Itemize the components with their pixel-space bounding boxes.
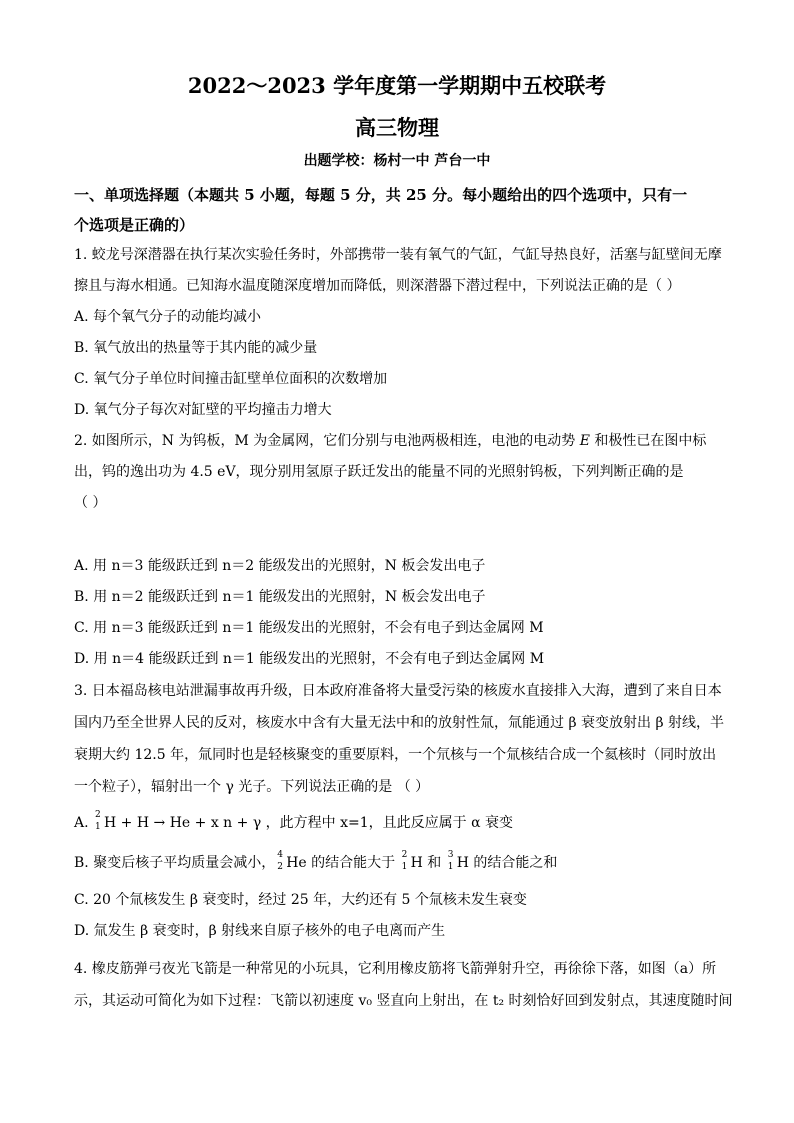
- helium-nuclide-index: 4 2: [277, 850, 283, 872]
- q2-stem-line-3: （ ）: [74, 495, 107, 511]
- exam-title: 2022～2023 学年度第一学期期中五校联考: [187, 73, 607, 98]
- q1-stem-line-1: 1. 蛟龙号深潜器在执行某次实验任务时，外部携带一装有氧气的气缸，气缸导热良好，活塞与缸壁间无摩: [74, 247, 722, 263]
- q2-stem-line-2: 出，钨的逸出功为 4.5 eV，现分别用氢原子跃迁发出的能量不同的光照射钨板，下列判断正确的是: [74, 464, 684, 480]
- q2-option-c: C. 用 n＝3 能级跃迁到 n＝1 能级发出的光照射，不会有电子到达金属网 M: [74, 620, 544, 636]
- exam-subject: 高三物理: [355, 115, 439, 140]
- q3-option-a-suffix: ，此方程中 x=1，且此反应属于 α 衰变: [265, 815, 513, 831]
- q2-option-b: B. 用 n＝2 能级跃迁到 n＝1 能级发出的光照射，N 板会发出电子: [74, 589, 486, 605]
- q3-option-a-equation: H + H → He + x n + γ: [104, 815, 262, 831]
- q1-option-b: B. 氧气放出的热量等于其内能的减少量: [74, 340, 318, 356]
- q2-option-d: D. 用 n＝4 能级跃迁到 n＝1 能级发出的光照射，不会有电子到达金属网 M: [74, 651, 545, 667]
- q2-stem-line-1: [74, 430, 734, 450]
- q3-option-b-text-1: B. 聚变后核子平均质量会减小，: [74, 855, 276, 871]
- deuterium-nuclide-index: 2 1: [401, 850, 408, 872]
- q1-option-d: D. 氧气分子每次对缸壁的平均撞击力增大: [74, 402, 332, 418]
- q2-stem-text-c: 和极性已在图中标: [589, 433, 707, 449]
- q3-stem-line-2: 国内乃至全世界人民的反对，核废水中含有大量无法中和的放射性氚，氚能通过 β 衰变放射出 β 射线，半: [74, 715, 724, 731]
- exam-schools: 出题学校：杨村一中 芦台一中: [303, 153, 491, 169]
- q3-option-b-text-4: H 的结合能之和: [456, 855, 558, 871]
- q2-stem-text-a: 2. 如图所示，N 为钨板，M 为金属网，它们分别与电池两极相连，电池的电动势: [74, 433, 580, 449]
- q3-stem-line-3: 衰期大约 12.5 年，氚同时也是轻核聚变的重要原料，一个氘核与一个氚核结合成一个氦核时（同时放出: [74, 747, 717, 763]
- q3-option-a-prefix: A.: [74, 815, 94, 831]
- q4-stem-line-1: 4. 橡皮筋弹弓夜光飞箭是一种常见的小玩具，它利用橡皮筋将飞箭弹射升空，再徐徐下落，如图（a）所: [74, 961, 717, 977]
- section-heading-line-2: 个选项是正确的）: [74, 216, 195, 234]
- q3-option-d: D. 氚发生 β 衰变时，β 射线来自原子核外的电子电离而产生: [74, 923, 446, 939]
- q3-option-b-text-3: H 和: [410, 855, 446, 871]
- q2-option-a: A. 用 n＝3 能级跃迁到 n＝2 能级发出的光照射，N 板会发出电子: [74, 558, 486, 574]
- q3-stem-line-4: 一个粒子），辐射出一个 γ 光子。下列说法正确的是 （ ）: [74, 779, 430, 795]
- q1-stem-line-2: 擦且与海水相通。已知海水温度随深度增加而降低，则深潜器下潜过程中，下列说法正确的是（ ）: [74, 278, 681, 294]
- tritium-nuclide-index: 3 1: [447, 850, 454, 872]
- q3-option-c: C. 20 个氚核发生 β 衰变时，经过 25 年，大约还有 5 个氚核未发生衰变: [74, 892, 527, 908]
- q3-option-b-text-2: He 的结合能大于: [286, 855, 400, 871]
- section-heading-line-1: 一、单项选择题（本题共 5 小题，每题 5 分，共 25 分。每小题给出的四个选项中，只有一: [74, 186, 688, 204]
- deuterium-nuclide-index: 2 1: [95, 810, 101, 832]
- q2-stem-emf-symbol: E: [579, 433, 590, 449]
- q1-option-a: A. 每个氧气分子的动能均减小: [74, 309, 262, 325]
- q4-stem-line-2: 示，其运动可简化为如下过程：飞箭以初速度 v₀ 竖直向上射出，在 t₂ 时刻恰好回到发射点，其速度随时间: [74, 993, 733, 1009]
- q3-stem-line-1: 3. 日本福岛核电站泄漏事故再升级，日本政府准备将大量受污染的核废水直接排入大海，遭到了来自日本: [74, 683, 722, 699]
- q3-option-b: [74, 852, 734, 872]
- q1-option-c: C. 氧气分子单位时间撞击缸壁单位面积的次数增加: [74, 371, 388, 387]
- q3-option-a: [74, 812, 734, 832]
